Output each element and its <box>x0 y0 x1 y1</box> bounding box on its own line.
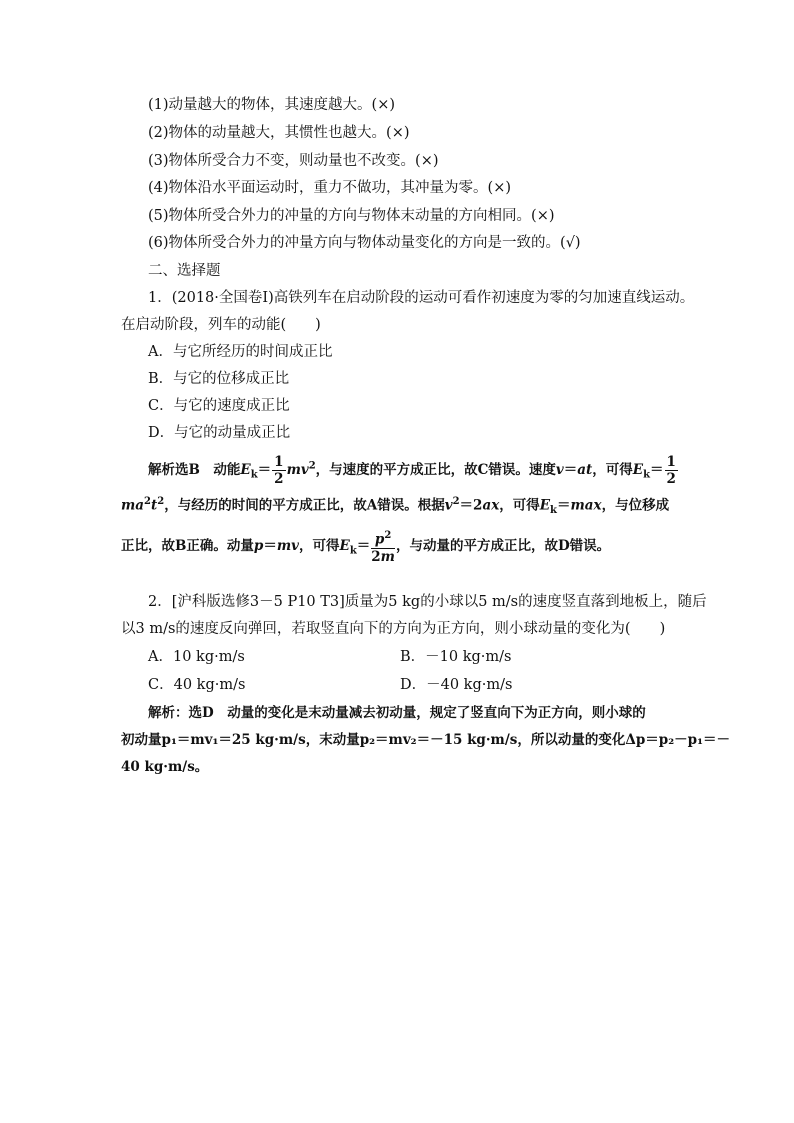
q2-stem-line1: 2．[沪科版选修3－5 P10 T3]质量为5 kg的小球以5 m/s的速度竖直落到地板上，随后 <box>148 594 707 610</box>
q1-solution-line2: $ma^2t^2$，与经历的时间的平方成正比，故A错误。根据$v^2=2ax$，可得$E_k=\max$，与位移成 <box>121 496 670 517</box>
q2-solution-line2: 初动量p₁＝mv₁＝25 kg·m/s，末动量p₂＝mv₂＝－15 kg·m/s，所以动量的变化Δp＝p₂－p₁＝－ <box>121 732 730 748</box>
q2-option-d: D．－40 kg·m/s <box>400 677 513 693</box>
section-title: 二、选择题 <box>148 263 221 279</box>
q1-option-b: B．与它的位移成正比 <box>148 371 290 387</box>
q1-option-c: C．与它的速度成正比 <box>148 398 290 414</box>
judgement-item-5: (5)物体所受合外力的冲量的方向与物体末动量的方向相同。(×) <box>148 208 555 224</box>
q1-solution-line1: 解析选B 动能$E_k=$ $\frac{1}{2}$ $mv^2$，与速度的平方成正比，故C错误。速度v＝at，可得$E_k=$ $\frac{1}{2}$ <box>148 454 676 487</box>
judgement-item-2: (2)物体的动量越大，其惯性也越大。(×) <box>148 125 410 141</box>
q1-stem-line2: 在启动阶段，列车的动能( ) <box>121 317 321 333</box>
q2-solution-line3: 40 kg·m/s。 <box>121 759 209 775</box>
judgement-item-6: (6)物体所受合外力的冲量方向与物体动量变化的方向是一致的。(√) <box>148 235 581 251</box>
q1-option-d: D．与它的动量成正比 <box>148 425 291 441</box>
q2-solution-line1: 解析：选D 动量的变化是末动量减去初动量，规定了竖直向下为正方向，则小球的 <box>148 705 646 721</box>
judgement-item-3: (3)物体所受合力不变，则动量也不改变。(×) <box>148 153 439 169</box>
q2-option-b: B．－10 kg·m/s <box>400 649 512 665</box>
q1-option-a: A．与它所经历的时间成正比 <box>148 344 333 360</box>
judgement-item-1: (1)动量越大的物体，其速度越大。(×) <box>148 97 396 113</box>
q2-option-c: C．40 kg·m/s <box>148 677 246 693</box>
q2-stem-line2: 以3 m/s的速度反向弹回，若取竖直向下的方向为正方向，则小球动量的变化为( ) <box>121 621 666 637</box>
q1-solution-line3: 正比，故B正确。动量p＝mv，可得$E_k=$ $\frac{p^2}{2m}$ ，与动量的平方成正比，故D错误。 <box>121 530 611 565</box>
q1-stem-line1: 1．(2018·全国卷Ⅰ)高铁列车在启动阶段的运动可看作初速度为零的匀加速直线运动。 <box>148 290 695 306</box>
judgement-item-4: (4)物体沿水平面运动时，重力不做功，其冲量为零。(×) <box>148 180 512 196</box>
q2-option-a: A．10 kg·m/s <box>148 649 245 665</box>
